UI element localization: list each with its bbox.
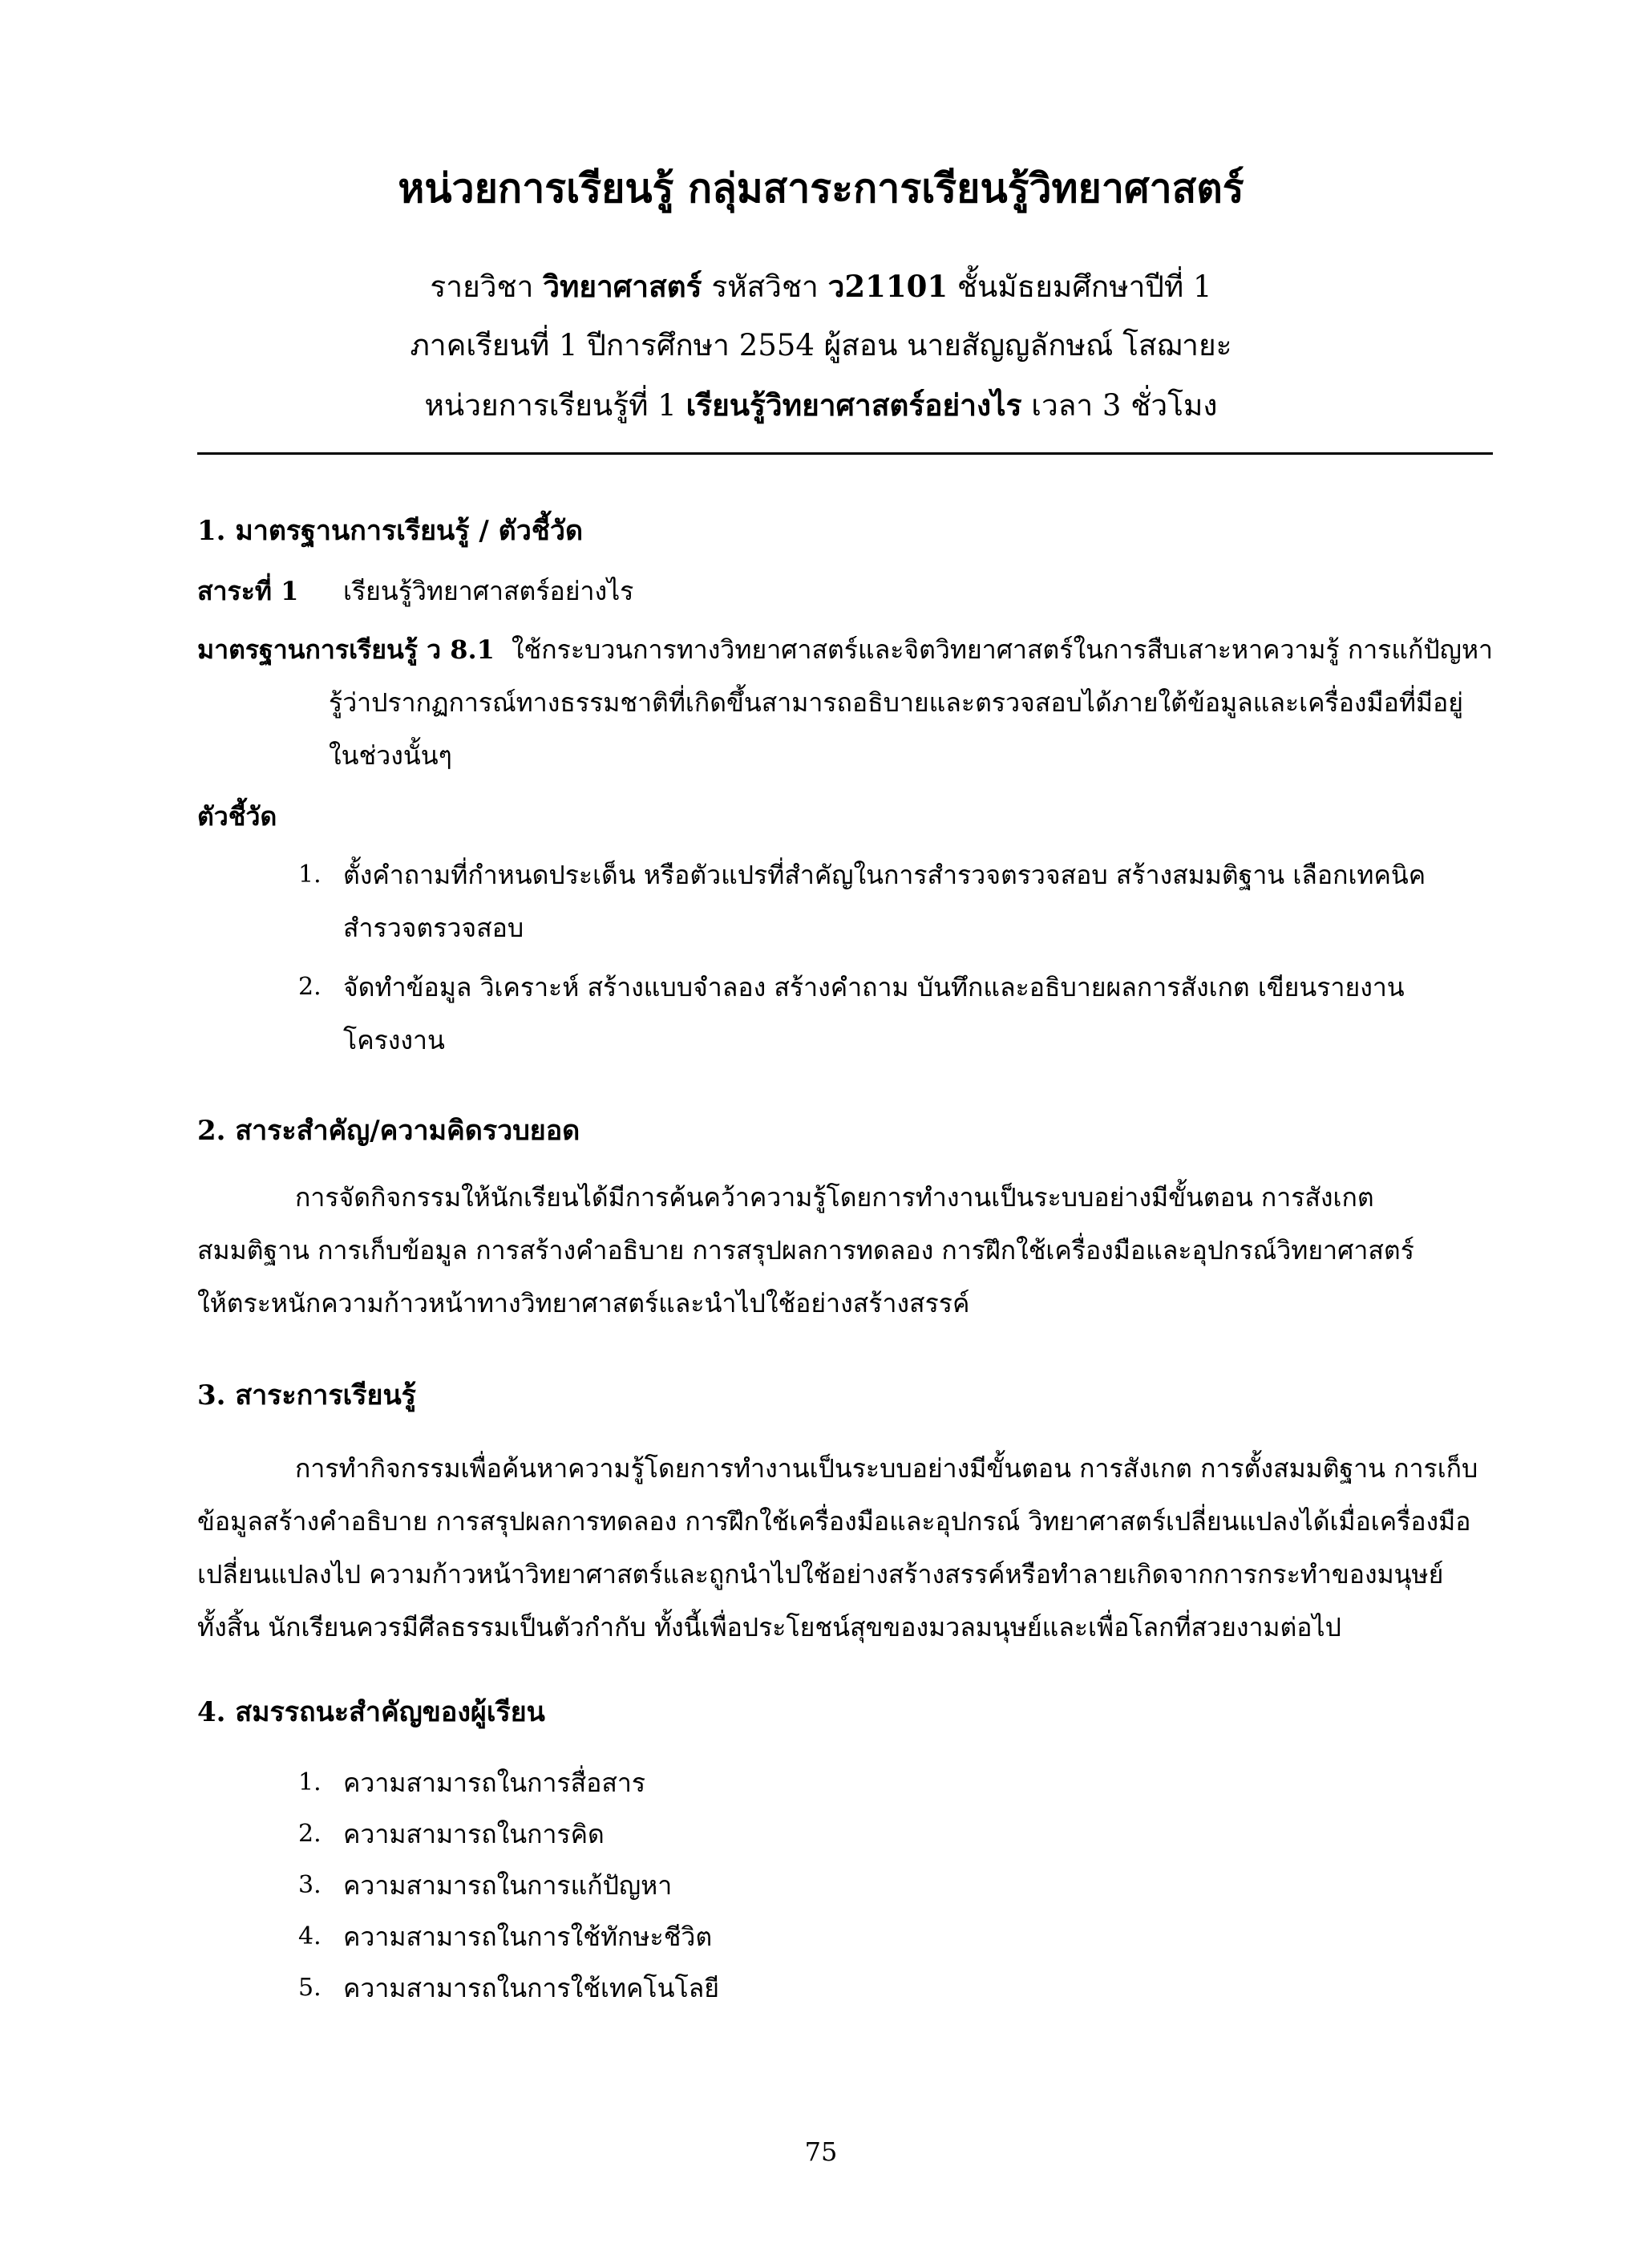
course-label: รายวิชา bbox=[430, 269, 544, 304]
section-4-heading: 4. สมรรถนะสำคัญของผู้เรียน bbox=[197, 1696, 545, 1728]
competency-number: 4. bbox=[298, 1922, 322, 1950]
course-code-label: รหัสวิชา bbox=[702, 269, 828, 304]
standard-line-1: ใช้กระบวนการทางวิทยาศาสตร์และจิตวิทยาศาสตร์ในการสืบเสาะหาความรู้ การแก้ปัญหา bbox=[511, 634, 1493, 665]
course-grade: ชั้นมัธยมศึกษาปีที่ 1 bbox=[948, 269, 1212, 304]
document-title: หน่วยการเรียนรู้ กลุ่มสาระการเรียนรู้วิทยาศาสตร์ bbox=[398, 164, 1244, 212]
indicator-1-line-2: สำรวจตรวจสอบ bbox=[343, 913, 524, 943]
competency-number: 5. bbox=[298, 1974, 322, 2002]
competency-number: 2. bbox=[298, 1820, 322, 1848]
section-2-heading: 2. สาระสำคัญ/ความคิดรวบยอด bbox=[197, 1115, 580, 1147]
unit-label: หน่วยการเรียนรู้ที่ 1 bbox=[424, 388, 686, 423]
unit-duration: เวลา 3 ชั่วโมง bbox=[1021, 388, 1218, 423]
competency-item: ความสามารถในการใช้เทคโนโลยี bbox=[343, 1973, 719, 2003]
section-2-paragraph-line: สมมติฐาน การเก็บข้อมูล การสร้างคำอธิบาย การสรุปผลการทดลอง การฝึกใช้เครื่องมือและอุปกรณ์วิทยาศาสตร์ bbox=[197, 1235, 1414, 1266]
indicators-label: ตัวชี้วัด bbox=[197, 801, 277, 832]
standard-line-2: รู้ว่าปรากฏการณ์ทางธรรมชาติที่เกิดขึ้นสามารถอธิบายและตรวจสอบได้ภายใต้ข้อมูลและเครื่องมือที่มีอยู่ bbox=[329, 687, 1463, 718]
course-info-line bbox=[0, 265, 1642, 309]
semester-info-line: ภาคเรียนที่ 1 ปีการศึกษา 2554 ผู้สอน นายสัญญลักษณ์ โสฌายะ bbox=[410, 328, 1232, 362]
competency-item: ความสามารถในการแก้ปัญหา bbox=[343, 1870, 673, 1901]
section-2-paragraph-line: ให้ตระหนักความก้าวหน้าทางวิทยาศาสตร์และนำไปใช้อย่างสร้างสรรค์ bbox=[197, 1288, 970, 1318]
course-code: ว21101 bbox=[827, 269, 948, 304]
indicator-number: 1. bbox=[298, 861, 322, 889]
section-3-heading: 3. สาระการเรียนรู้ bbox=[197, 1379, 416, 1411]
standard-first-line bbox=[197, 630, 1493, 670]
header-divider bbox=[197, 452, 1493, 455]
competency-number: 3. bbox=[298, 1871, 322, 1899]
strand-label: สาระที่ 1 bbox=[197, 576, 299, 606]
competency-item: ความสามารถในการใช้ทักษะชีวิต bbox=[343, 1922, 713, 1952]
indicator-number: 2. bbox=[298, 973, 322, 1001]
standard-line-3: ในช่วงนั้นๆ bbox=[329, 740, 452, 771]
section-2-paragraph-line: การจัดกิจกรรมให้นักเรียนได้มีการค้นคว้าความรู้โดยการทำงานเป็นระบบอย่างมีขั้นตอน การสังเกต bbox=[295, 1182, 1374, 1213]
section-3-paragraph-line: เปลี่ยนแปลงไป ความก้าวหน้าวิทยาศาสตร์และถูกนำไปใช้อย่างสร้างสรรค์หรือทำลายเกิดจากการกระทำของมนุษย์ bbox=[197, 1559, 1444, 1590]
unit-title: เรียนรู้วิทยาศาสตร์อย่างไร bbox=[686, 387, 1022, 423]
course-subject: วิทยาศาสตร์ bbox=[543, 269, 702, 304]
indicator-2-line-1: จัดทำข้อมูล วิเคราะห์ สร้างแบบจำลอง สร้างคำถาม บันทึกและอธิบายผลการสังเกต เขียนรายงาน bbox=[343, 972, 1405, 1002]
indicator-1-line-1: ตั้งคำถามที่กำหนดประเด็น หรือตัวแปรที่สำคัญในการสำรวจตรวจสอบ สร้างสมมติฐาน เลือกเทคนิค bbox=[343, 860, 1426, 890]
section-3-paragraph-line: ข้อมูลสร้างคำอธิบาย การสรุปผลการทดลอง การฝึกใช้เครื่องมือและอุปกรณ์ วิทยาศาสตร์เปลี่ยนแปลงได้เมื่อเครื่องมือ bbox=[197, 1506, 1471, 1537]
strand-text: เรียนรู้วิทยาศาสตร์อย่างไร bbox=[343, 576, 634, 606]
indicator-2-line-2: โครงงาน bbox=[343, 1025, 445, 1055]
section-3-paragraph-line: การทำกิจกรรมเพื่อค้นหาความรู้โดยการทำงานเป็นระบบอย่างมีขั้นตอน การสังเกต การตั้งสมมติฐาน การเก็บ bbox=[295, 1453, 1478, 1484]
unit-info-line bbox=[0, 383, 1642, 427]
competency-item: ความสามารถในการคิด bbox=[343, 1819, 605, 1849]
competency-item: ความสามารถในการสื่อสาร bbox=[343, 1768, 646, 1798]
competency-number: 1. bbox=[298, 1768, 322, 1796]
page-number: 75 bbox=[804, 2136, 838, 2167]
standard-label: มาตรฐานการเรียนรู้ ว 8.1 bbox=[197, 634, 495, 665]
section-1-heading: 1. มาตรฐานการเรียนรู้ / ตัวชี้วัด bbox=[197, 515, 584, 547]
section-3-paragraph-line: ทั้งสิ้น นักเรียนควรมีศีลธรรมเป็นตัวกำกับ ทั้งนี้เพื่อประโยชน์สุขของมวลมนุษย์และเพื่อโลกที่สวยงามต่อไป bbox=[197, 1612, 1341, 1642]
